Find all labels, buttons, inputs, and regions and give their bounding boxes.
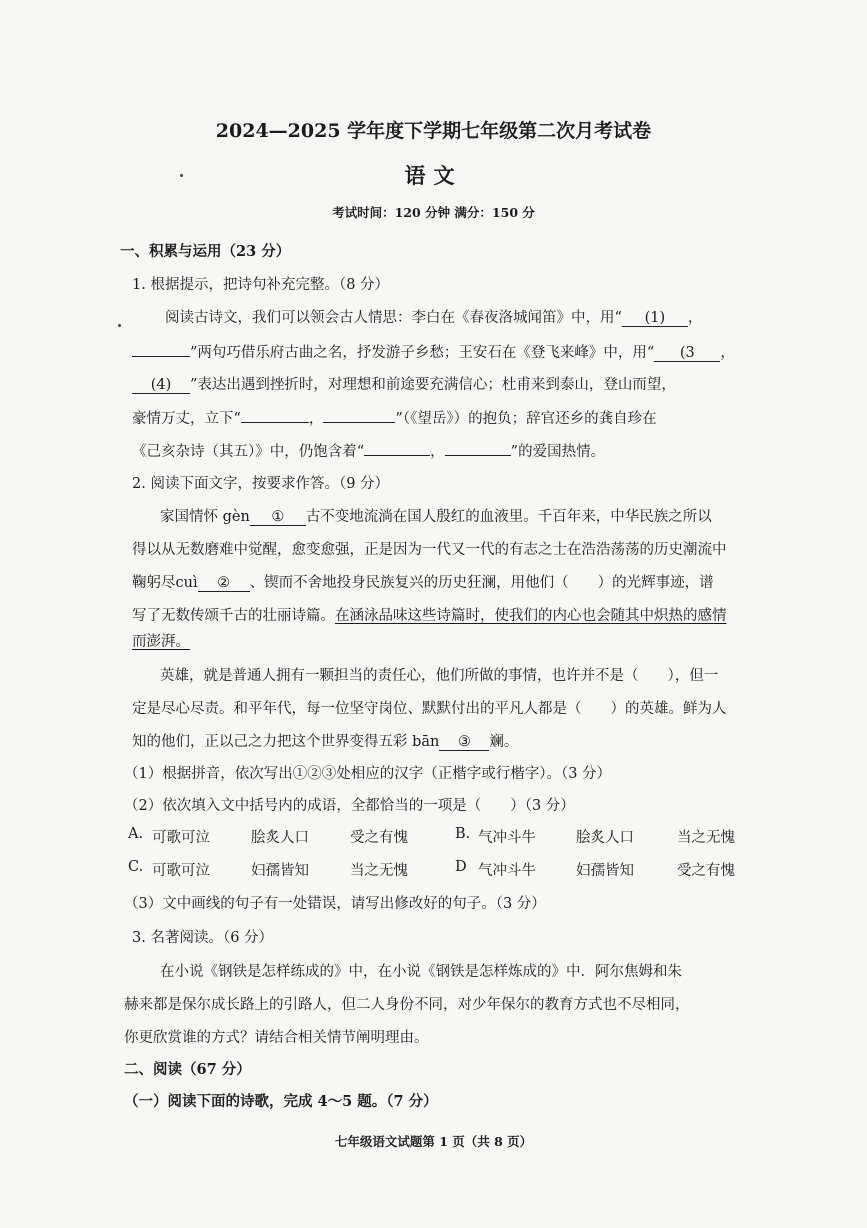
blank-5[interactable] — [241, 406, 309, 423]
option-c[interactable] — [128, 859, 143, 875]
q1-line4-comma: ， — [308, 411, 324, 427]
q1-line-1 — [165, 306, 702, 327]
option-a-label: A. — [128, 826, 144, 842]
underlined-sentence-part-1: 在涵泳品味这些诗篇时，使我们的内心也会随其中炽热的感情 — [335, 608, 727, 624]
q1-line2-end: ， — [720, 345, 735, 361]
q1-line1-text: 阅读古诗文，我们可以领会古人情思：李白在《春夜洛城闻笛》中，用“ — [165, 310, 622, 326]
blank-4-label: (4) — [150, 377, 172, 393]
q2-p1-line-5 — [132, 630, 190, 651]
exam-title: 2024—2025 学年度下学期七年级第二次月考试卷 — [215, 120, 652, 142]
option-d[interactable] — [455, 859, 467, 875]
q2-p1-l1-text: 家国情怀 gèn — [160, 509, 250, 525]
option-b-word-3: 当之无愧 — [677, 830, 735, 846]
blank-char-1[interactable] — [250, 509, 306, 526]
q2-p1-l3-rest: 、锲而不舍地投身民族复兴的历史狂澜，用他们（ ）的光辉事迹，谱 — [249, 575, 714, 591]
question-1-prompt: 1. 根据提示，把诗句补充完整。（8 分） — [132, 277, 390, 293]
underlined-sentence-part-2: 而澎湃。 — [132, 634, 190, 650]
question-2-prompt: 2. 阅读下面文字，按要求作答。（9 分） — [132, 476, 390, 492]
q1-line-2 — [132, 340, 735, 362]
q1-line3-text: ”表达出遇到挫折时，对理想和前途要充满信心；杜甫来到泰山，登山而望， — [190, 377, 676, 393]
q2-p1-l1-rest: 古不变地流淌在国人殷红的血液里。千百年来，中华民族之所以 — [305, 509, 712, 525]
q2-p1-l3-text: 鞠躬尽cuì — [132, 575, 198, 591]
q2-p1-l4-text: 写了无数传颂千古的壮丽诗篇。 — [132, 608, 335, 624]
option-c-label: C. — [128, 859, 144, 875]
scan-speck — [180, 174, 183, 177]
blank-char-3[interactable] — [439, 734, 489, 751]
option-c-word-3: 当之无愧 — [350, 863, 408, 879]
blank-char-2[interactable] — [198, 575, 250, 592]
q2-p1-line-4 — [132, 604, 727, 625]
blank-1[interactable] — [622, 310, 688, 327]
q3-line-1: 在小说《钢铁是怎样练成的》中，在小说《钢铁是怎样炼成的》中．阿尔焦姆和朱 — [160, 964, 682, 980]
q1-line-3 — [132, 373, 676, 394]
option-b[interactable] — [455, 826, 470, 842]
blank-char-2-label: ② — [217, 575, 231, 591]
q1-line4-end: ”（《望岳》）的抱负；辞官还乡的龚自珍在 — [395, 411, 657, 427]
option-d-word-2: 妇孺皆知 — [576, 863, 634, 879]
option-d-word-3: 受之有愧 — [677, 863, 735, 879]
q2-p2-line-2: 定是尽心尽责。和平年代，每一位坚守岗位、默默付出的平凡人都是（ ）的英雄。鲜为人 — [132, 701, 727, 717]
section-subheading: （一）阅读下面的诗歌，完成 4～5 题。（7 分） — [124, 1093, 438, 1110]
q1-line4-text: 豪情万丈，立下“ — [132, 411, 241, 427]
page-footer: 七年级语文试题第 1 页（共 8 页） — [334, 1134, 533, 1149]
section-heading-2: 二、阅读（67 分） — [124, 1061, 251, 1078]
q1-line5-end: ”的爱国热情。 — [510, 444, 606, 460]
q2-sub-3: （3）文中画线的句子有一处错误，请写出修改好的句子。（3 分） — [124, 896, 546, 912]
q2-p2-l3-text: 知的他们，正以己之力把这个世界变得五彩 bān — [132, 734, 440, 750]
q3-line-2: 赫来都是保尔成长路上的引路人，但二人身份不同，对少年保尔的教育方式也不尽相同， — [124, 997, 690, 1013]
q2-p2-line-3 — [132, 730, 518, 751]
blank-char-3-label: ③ — [457, 734, 471, 750]
blank-char-1-label: ① — [271, 509, 285, 525]
q2-sub-2: （2）依次填入文中括号内的成语，全都恰当的一项是（ ）（3 分） — [124, 798, 575, 814]
q2-p2-line-1: 英雄，就是普通人拥有一颗担当的责任心，他们所做的事情，也许并不是（ ），但一 — [160, 668, 719, 684]
blank-3[interactable] — [654, 345, 720, 362]
blank-8[interactable] — [445, 439, 511, 456]
option-c-word-1: 可歌可泣 — [152, 863, 210, 879]
option-a-word-2: 脍炙人口 — [251, 830, 309, 846]
q2-p1-line-3 — [132, 571, 714, 592]
option-a-word-1: 可歌可泣 — [152, 830, 210, 846]
blank-2[interactable] — [132, 340, 190, 357]
option-c-word-2: 妇孺皆知 — [251, 863, 309, 879]
option-b-label: B. — [455, 826, 471, 842]
option-b-word-2: 脍炙人口 — [576, 830, 634, 846]
q1-line-5 — [132, 439, 605, 461]
question-3-prompt: 3. 名著阅读。（6 分） — [132, 930, 274, 946]
q2-sub-1: （1）根据拼音，依次写出①②③处相应的汉字（正楷字或行楷字）。（3 分） — [124, 766, 612, 782]
blank-7[interactable] — [364, 439, 430, 456]
q1-line5-comma: ， — [430, 444, 445, 460]
exam-info: 考试时间：120 分钟 满分：150 分 — [332, 205, 535, 220]
q2-p1-line-2: 得以从无数磨难中觉醒，愈变愈强，正是因为一代又一代的有志之士在浩浩荡荡的历史潮流中 — [132, 542, 727, 558]
subject-title: 语文 — [404, 163, 463, 188]
q2-p1-line-1 — [160, 505, 712, 526]
blank-3-label: (3 — [679, 345, 695, 361]
option-a[interactable] — [128, 826, 143, 842]
q1-line-4 — [132, 406, 657, 428]
q1-line2-text: ”两句巧借乐府古曲之名，抒发游子乡愁；王安石在《登飞来峰》中，用“ — [190, 345, 655, 361]
option-d-word-1: 气冲斗牛 — [478, 863, 536, 879]
section-heading-1: 一、积累与运用（23 分） — [120, 243, 291, 260]
q2-p2-l3-end: 斓。 — [489, 734, 519, 750]
q3-line-3: 你更欣赏谁的方式？请结合相关情节阐明理由。 — [124, 1030, 429, 1046]
blank-1-label: (1) — [644, 310, 666, 326]
scan-speck — [118, 324, 121, 327]
blank-4[interactable] — [132, 377, 190, 394]
q1-line5-text: 《己亥杂诗（其五）》中，仍饱含着“ — [132, 444, 365, 460]
option-b-word-1: 气冲斗牛 — [478, 830, 536, 846]
option-d-label: D — [455, 859, 467, 875]
option-a-word-3: 受之有愧 — [350, 830, 408, 846]
q1-line1-end: ， — [687, 310, 703, 326]
blank-6[interactable] — [323, 406, 395, 423]
